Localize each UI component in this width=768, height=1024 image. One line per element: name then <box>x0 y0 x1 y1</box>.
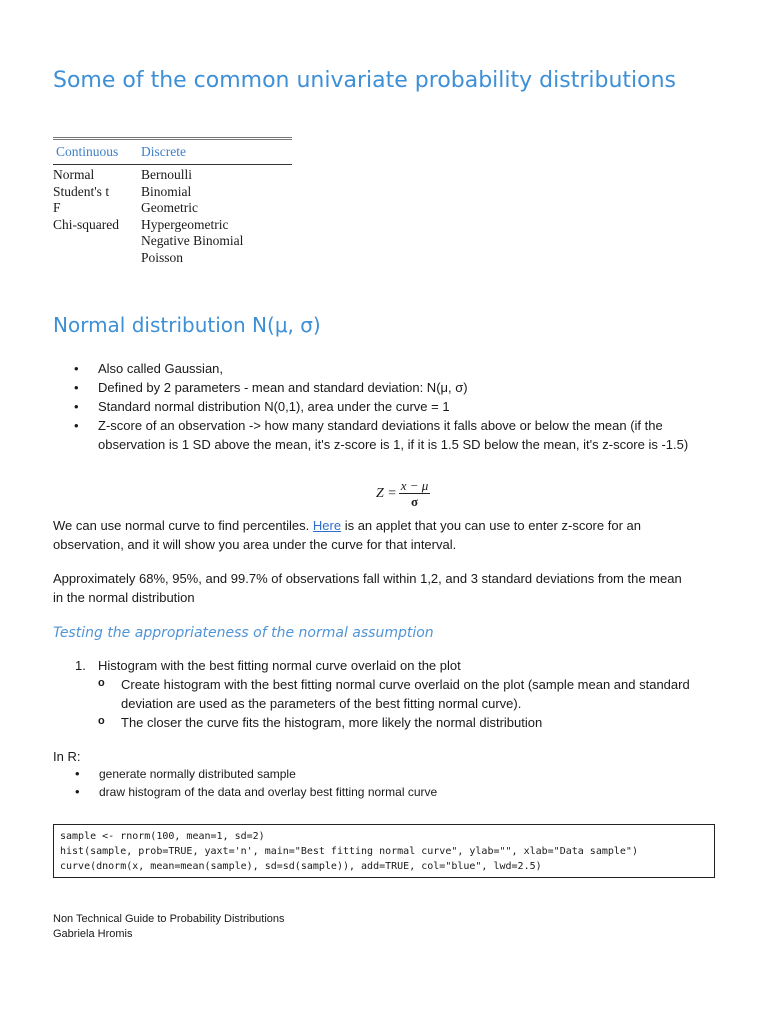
continuous-cell <box>53 233 141 250</box>
table-header-row <box>53 140 292 165</box>
formula-fraction <box>399 478 431 509</box>
in-r-label: In R: <box>53 749 81 764</box>
continuous-cell: F <box>53 200 61 215</box>
continuous-cell <box>53 250 141 267</box>
discrete-cell: Poisson <box>141 249 184 265</box>
header-continuous: Continuous <box>56 144 119 159</box>
code-line: curve(dnorm(x, mean=mean(sample), sd=sd(sample)), add=TRUE, col="blue", lwd=2.5) <box>60 861 542 872</box>
discrete-cell: Binomial <box>141 183 192 199</box>
table-row <box>53 184 292 201</box>
list-item: • Standard normal distribution N(0,1), area under the curve = 1 <box>98 397 698 416</box>
table-row <box>53 217 292 234</box>
code-line: sample <- rnorm(100, mean=1, sd=2) <box>60 831 265 842</box>
discrete-cell: Bernoulli <box>141 167 192 182</box>
page-footer <box>53 912 285 942</box>
ordered-item <box>75 656 695 675</box>
sub-list-item: o The closer the curve fits the histogram, more likely the normal distribution <box>121 713 695 732</box>
formula-lhs: Z = <box>376 485 397 501</box>
list-item: • draw histogram of the data and overlay best fitting normal curve <box>99 783 599 801</box>
normal-bullet-list <box>98 359 698 454</box>
percentiles-text-after: is an applet that you can use to enter z-score for an observation, and it will show you area under the curve for that interval. <box>53 518 641 552</box>
approximately-paragraph: Approximately 68%, 95%, and 99.7% of observations fall within 1,2, and 3 standard deviations from the mean in the normal distribution <box>53 571 682 605</box>
continuous-cell: Student's t <box>53 183 110 199</box>
footer-title: Non Technical Guide to Probability Distributions <box>53 913 285 925</box>
table-row <box>53 233 292 250</box>
percentiles-paragraph <box>53 516 693 554</box>
percentiles-text-before: We can use normal curve to find percentiles. <box>53 518 313 533</box>
discrete-cell: Geometric <box>141 200 198 215</box>
continuous-cell: Chi-squared <box>53 216 119 232</box>
page-title: Some of the common univariate probability distributions <box>53 68 676 93</box>
discrete-cell: Negative Binomial <box>141 233 244 248</box>
formula-numerator: x − μ <box>400 478 429 493</box>
formula-denominator: σ <box>410 494 419 509</box>
list-item: • Defined by 2 parameters - mean and standard deviation: N(μ, σ) <box>98 378 698 397</box>
continuous-cell: Normal <box>53 167 95 182</box>
code-line: hist(sample, prob=TRUE, yaxt='n', main="Best fitting normal curve", ylab="", xlab="Data sample") <box>60 846 638 857</box>
table-row <box>53 200 292 217</box>
testing-heading: Testing the appropriateness of the normal assumption <box>53 625 434 641</box>
table-row <box>53 250 292 267</box>
footer-author: Gabriela Hromis <box>53 928 133 940</box>
here-link[interactable]: Here <box>312 518 342 533</box>
z-score-formula <box>376 478 430 509</box>
header-discrete: Discrete <box>141 144 186 159</box>
ordered-list <box>75 656 695 732</box>
r-bullet-list <box>99 765 599 801</box>
sub-list-item: o Create histogram with the best fitting normal curve overlaid on the plot (sample mean and standard deviation are used as the parameters of the best fitting normal curve). <box>121 675 695 713</box>
r-code-block <box>53 824 715 878</box>
list-item: • Z-score of an observation -> how many standard deviations it falls above or below the mean (if the observation is 1 SD above the mean, it's z-score is 1, if it is 1.5 SD below the mean, it's z-score is -1.5) <box>98 416 698 454</box>
ordered-item-number: 1. <box>75 658 86 673</box>
list-item: • generate normally distributed sample <box>99 765 599 783</box>
list-item: • Also called Gaussian, <box>98 359 698 378</box>
table-row <box>53 167 292 184</box>
distributions-table <box>53 137 292 266</box>
discrete-cell: Hypergeometric <box>141 216 229 232</box>
normal-distribution-heading: Normal distribution N(μ, σ) <box>53 313 321 337</box>
ordered-sub-list <box>75 675 695 732</box>
ordered-item-text: Histogram with the best fitting normal curve overlaid on the plot <box>98 658 461 673</box>
